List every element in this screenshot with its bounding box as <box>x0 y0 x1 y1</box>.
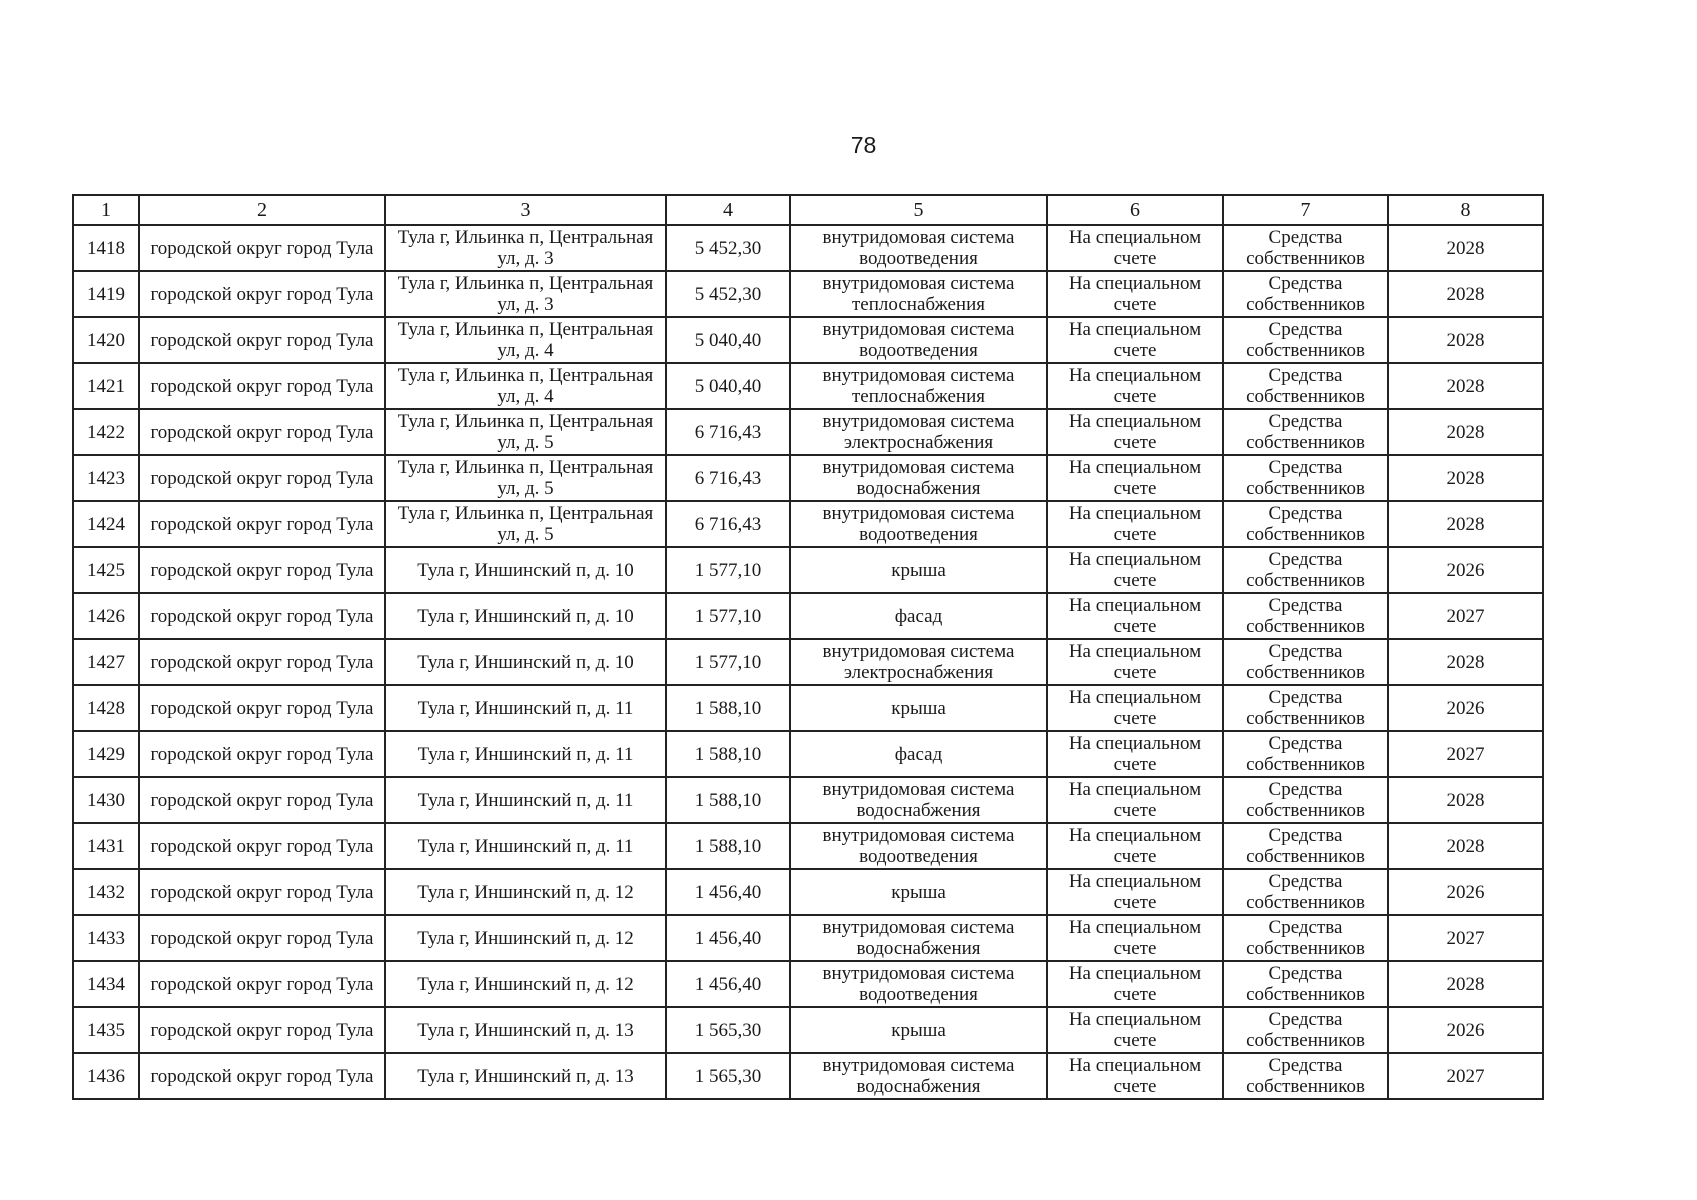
municipality-cell: городской округ город Тула <box>139 409 385 455</box>
table-row <box>73 547 1543 593</box>
work-type-cell: внутридомовая система водоотведения <box>790 823 1047 869</box>
column-header: 1 <box>73 195 139 225</box>
work-type-cell: внутридомовая система водоснабжения <box>790 915 1047 961</box>
row-number: 1430 <box>73 777 139 823</box>
work-type-cell: фасад <box>790 593 1047 639</box>
municipality-cell: городской округ город Тула <box>139 225 385 271</box>
work-type-cell: внутридомовая система водоотведения <box>790 317 1047 363</box>
funding-source-cell: Средства собственников <box>1223 915 1388 961</box>
municipality-cell: городской округ город Тула <box>139 363 385 409</box>
table-row <box>73 455 1543 501</box>
row-number: 1426 <box>73 593 139 639</box>
address-cell: Тула г, Иншинский п, д. 10 <box>385 639 666 685</box>
municipality-cell: городской округ город Тула <box>139 685 385 731</box>
funding-source-cell: Средства собственников <box>1223 271 1388 317</box>
row-number: 1422 <box>73 409 139 455</box>
fund-method-cell: На специальном счете <box>1047 731 1223 777</box>
area-cell: 1 577,10 <box>666 639 790 685</box>
area-cell: 1 588,10 <box>666 777 790 823</box>
funding-source-cell: Средства собственников <box>1223 317 1388 363</box>
year-cell: 2028 <box>1388 823 1543 869</box>
address-cell: Тула г, Ильинка п, Центральная ул, д. 5 <box>385 455 666 501</box>
row-number: 1424 <box>73 501 139 547</box>
row-number: 1429 <box>73 731 139 777</box>
column-header: 3 <box>385 195 666 225</box>
address-cell: Тула г, Иншинский п, д. 10 <box>385 547 666 593</box>
funding-source-cell: Средства собственников <box>1223 869 1388 915</box>
work-type-cell: крыша <box>790 685 1047 731</box>
table-row <box>73 225 1543 271</box>
area-cell: 5 040,40 <box>666 317 790 363</box>
year-cell: 2027 <box>1388 731 1543 777</box>
row-number: 1434 <box>73 961 139 1007</box>
table-row <box>73 961 1543 1007</box>
table-row <box>73 363 1543 409</box>
row-number: 1420 <box>73 317 139 363</box>
row-number: 1419 <box>73 271 139 317</box>
address-cell: Тула г, Ильинка п, Центральная ул, д. 3 <box>385 225 666 271</box>
area-cell: 1 565,30 <box>666 1053 790 1099</box>
column-header: 8 <box>1388 195 1543 225</box>
table-row <box>73 409 1543 455</box>
table-row <box>73 731 1543 777</box>
column-header: 5 <box>790 195 1047 225</box>
area-cell: 1 588,10 <box>666 685 790 731</box>
address-cell: Тула г, Иншинский п, д. 11 <box>385 777 666 823</box>
fund-method-cell: На специальном счете <box>1047 363 1223 409</box>
fund-method-cell: На специальном счете <box>1047 915 1223 961</box>
row-number: 1436 <box>73 1053 139 1099</box>
address-cell: Тула г, Иншинский п, д. 11 <box>385 823 666 869</box>
fund-method-cell: На специальном счете <box>1047 777 1223 823</box>
work-type-cell: фасад <box>790 731 1047 777</box>
area-cell: 1 577,10 <box>666 547 790 593</box>
municipality-cell: городской округ город Тула <box>139 639 385 685</box>
column-header: 7 <box>1223 195 1388 225</box>
work-type-cell: крыша <box>790 869 1047 915</box>
table-row <box>73 685 1543 731</box>
fund-method-cell: На специальном счете <box>1047 225 1223 271</box>
year-cell: 2028 <box>1388 317 1543 363</box>
table-row <box>73 823 1543 869</box>
work-type-cell: внутридомовая система водоснабжения <box>790 1053 1047 1099</box>
fund-method-cell: На специальном счете <box>1047 869 1223 915</box>
work-type-cell: внутридомовая система водоотведения <box>790 961 1047 1007</box>
row-number: 1428 <box>73 685 139 731</box>
table-row <box>73 501 1543 547</box>
municipality-cell: городской округ город Тула <box>139 869 385 915</box>
municipality-cell: городской округ город Тула <box>139 823 385 869</box>
municipality-cell: городской округ город Тула <box>139 501 385 547</box>
year-cell: 2028 <box>1388 501 1543 547</box>
area-cell: 1 588,10 <box>666 823 790 869</box>
fund-method-cell: На специальном счете <box>1047 1007 1223 1053</box>
municipality-cell: городской округ город Тула <box>139 271 385 317</box>
work-type-cell: внутридомовая система электроснабжения <box>790 409 1047 455</box>
work-type-cell: крыша <box>790 1007 1047 1053</box>
area-cell: 6 716,43 <box>666 501 790 547</box>
funding-source-cell: Средства собственников <box>1223 547 1388 593</box>
year-cell: 2026 <box>1388 869 1543 915</box>
funding-source-cell: Средства собственников <box>1223 823 1388 869</box>
address-cell: Тула г, Иншинский п, д. 13 <box>385 1053 666 1099</box>
address-cell: Тула г, Иншинский п, д. 13 <box>385 1007 666 1053</box>
fund-method-cell: На специальном счете <box>1047 961 1223 1007</box>
address-cell: Тула г, Ильинка п, Центральная ул, д. 5 <box>385 501 666 547</box>
address-cell: Тула г, Иншинский п, д. 12 <box>385 961 666 1007</box>
year-cell: 2027 <box>1388 1053 1543 1099</box>
year-cell: 2028 <box>1388 961 1543 1007</box>
municipality-cell: городской округ город Тула <box>139 777 385 823</box>
funding-source-cell: Средства собственников <box>1223 409 1388 455</box>
area-cell: 1 456,40 <box>666 915 790 961</box>
table-row <box>73 1007 1543 1053</box>
funding-source-cell: Средства собственников <box>1223 1053 1388 1099</box>
funding-source-cell: Средства собственников <box>1223 593 1388 639</box>
fund-method-cell: На специальном счете <box>1047 823 1223 869</box>
funding-source-cell: Средства собственников <box>1223 685 1388 731</box>
work-type-cell: внутридомовая система теплоснабжения <box>790 363 1047 409</box>
table-row <box>73 639 1543 685</box>
municipality-cell: городской округ город Тула <box>139 1053 385 1099</box>
fund-method-cell: На специальном счете <box>1047 547 1223 593</box>
row-number: 1427 <box>73 639 139 685</box>
funding-source-cell: Средства собственников <box>1223 363 1388 409</box>
column-header: 4 <box>666 195 790 225</box>
area-cell: 1 588,10 <box>666 731 790 777</box>
work-type-cell: внутридомовая система водоснабжения <box>790 777 1047 823</box>
funding-source-cell: Средства собственников <box>1223 777 1388 823</box>
year-cell: 2027 <box>1388 915 1543 961</box>
fund-method-cell: На специальном счете <box>1047 639 1223 685</box>
work-type-cell: внутридомовая система электроснабжения <box>790 639 1047 685</box>
area-cell: 6 716,43 <box>666 409 790 455</box>
fund-method-cell: На специальном счете <box>1047 593 1223 639</box>
year-cell: 2027 <box>1388 593 1543 639</box>
table-row <box>73 271 1543 317</box>
address-cell: Тула г, Иншинский п, д. 11 <box>385 685 666 731</box>
row-number: 1425 <box>73 547 139 593</box>
fund-method-cell: На специальном счете <box>1047 501 1223 547</box>
work-type-cell: внутридомовая система водоотведения <box>790 501 1047 547</box>
work-type-cell: внутридомовая система теплоснабжения <box>790 271 1047 317</box>
fund-method-cell: На специальном счете <box>1047 409 1223 455</box>
year-cell: 2028 <box>1388 363 1543 409</box>
fund-method-cell: На специальном счете <box>1047 317 1223 363</box>
table-body <box>73 225 1543 1099</box>
funding-source-cell: Средства собственников <box>1223 225 1388 271</box>
table-row <box>73 317 1543 363</box>
funding-source-cell: Средства собственников <box>1223 731 1388 777</box>
area-cell: 6 716,43 <box>666 455 790 501</box>
year-cell: 2028 <box>1388 409 1543 455</box>
address-cell: Тула г, Ильинка п, Центральная ул, д. 4 <box>385 317 666 363</box>
row-number: 1423 <box>73 455 139 501</box>
row-number: 1432 <box>73 869 139 915</box>
municipality-cell: городской округ город Тула <box>139 731 385 777</box>
municipality-cell: городской округ город Тула <box>139 455 385 501</box>
table-row <box>73 593 1543 639</box>
column-header: 6 <box>1047 195 1223 225</box>
municipality-cell: городской округ город Тула <box>139 961 385 1007</box>
year-cell: 2026 <box>1388 685 1543 731</box>
municipality-cell: городской округ город Тула <box>139 593 385 639</box>
area-cell: 5 452,30 <box>666 225 790 271</box>
table-row <box>73 915 1543 961</box>
funding-source-cell: Средства собственников <box>1223 1007 1388 1053</box>
address-cell: Тула г, Ильинка п, Центральная ул, д. 3 <box>385 271 666 317</box>
year-cell: 2026 <box>1388 1007 1543 1053</box>
address-cell: Тула г, Иншинский п, д. 11 <box>385 731 666 777</box>
municipality-cell: городской округ город Тула <box>139 317 385 363</box>
address-cell: Тула г, Ильинка п, Центральная ул, д. 4 <box>385 363 666 409</box>
row-number: 1431 <box>73 823 139 869</box>
funding-source-cell: Средства собственников <box>1223 455 1388 501</box>
year-cell: 2028 <box>1388 639 1543 685</box>
area-cell: 1 577,10 <box>666 593 790 639</box>
table-row <box>73 777 1543 823</box>
work-type-cell: крыша <box>790 547 1047 593</box>
header-row <box>73 195 1543 225</box>
table-row <box>73 869 1543 915</box>
work-type-cell: внутридомовая система водоотведения <box>790 225 1047 271</box>
municipality-cell: городской округ город Тула <box>139 547 385 593</box>
capital-repair-table <box>72 194 1544 1100</box>
address-cell: Тула г, Ильинка п, Центральная ул, д. 5 <box>385 409 666 455</box>
column-header: 2 <box>139 195 385 225</box>
row-number: 1435 <box>73 1007 139 1053</box>
area-cell: 5 040,40 <box>666 363 790 409</box>
year-cell: 2028 <box>1388 271 1543 317</box>
municipality-cell: городской округ город Тула <box>139 915 385 961</box>
fund-method-cell: На специальном счете <box>1047 685 1223 731</box>
fund-method-cell: На специальном счете <box>1047 271 1223 317</box>
address-cell: Тула г, Иншинский п, д. 12 <box>385 915 666 961</box>
year-cell: 2028 <box>1388 777 1543 823</box>
row-number: 1418 <box>73 225 139 271</box>
year-cell: 2028 <box>1388 225 1543 271</box>
fund-method-cell: На специальном счете <box>1047 1053 1223 1099</box>
work-type-cell: внутридомовая система водоснабжения <box>790 455 1047 501</box>
address-cell: Тула г, Иншинский п, д. 12 <box>385 869 666 915</box>
table-row <box>73 1053 1543 1099</box>
area-cell: 1 456,40 <box>666 869 790 915</box>
page-number: 78 <box>850 132 877 158</box>
funding-source-cell: Средства собственников <box>1223 501 1388 547</box>
funding-source-cell: Средства собственников <box>1223 961 1388 1007</box>
area-cell: 5 452,30 <box>666 271 790 317</box>
funding-source-cell: Средства собственников <box>1223 639 1388 685</box>
municipality-cell: городской округ город Тула <box>139 1007 385 1053</box>
address-cell: Тула г, Иншинский п, д. 10 <box>385 593 666 639</box>
year-cell: 2028 <box>1388 455 1543 501</box>
fund-method-cell: На специальном счете <box>1047 455 1223 501</box>
year-cell: 2026 <box>1388 547 1543 593</box>
area-cell: 1 565,30 <box>666 1007 790 1053</box>
row-number: 1433 <box>73 915 139 961</box>
row-number: 1421 <box>73 363 139 409</box>
area-cell: 1 456,40 <box>666 961 790 1007</box>
